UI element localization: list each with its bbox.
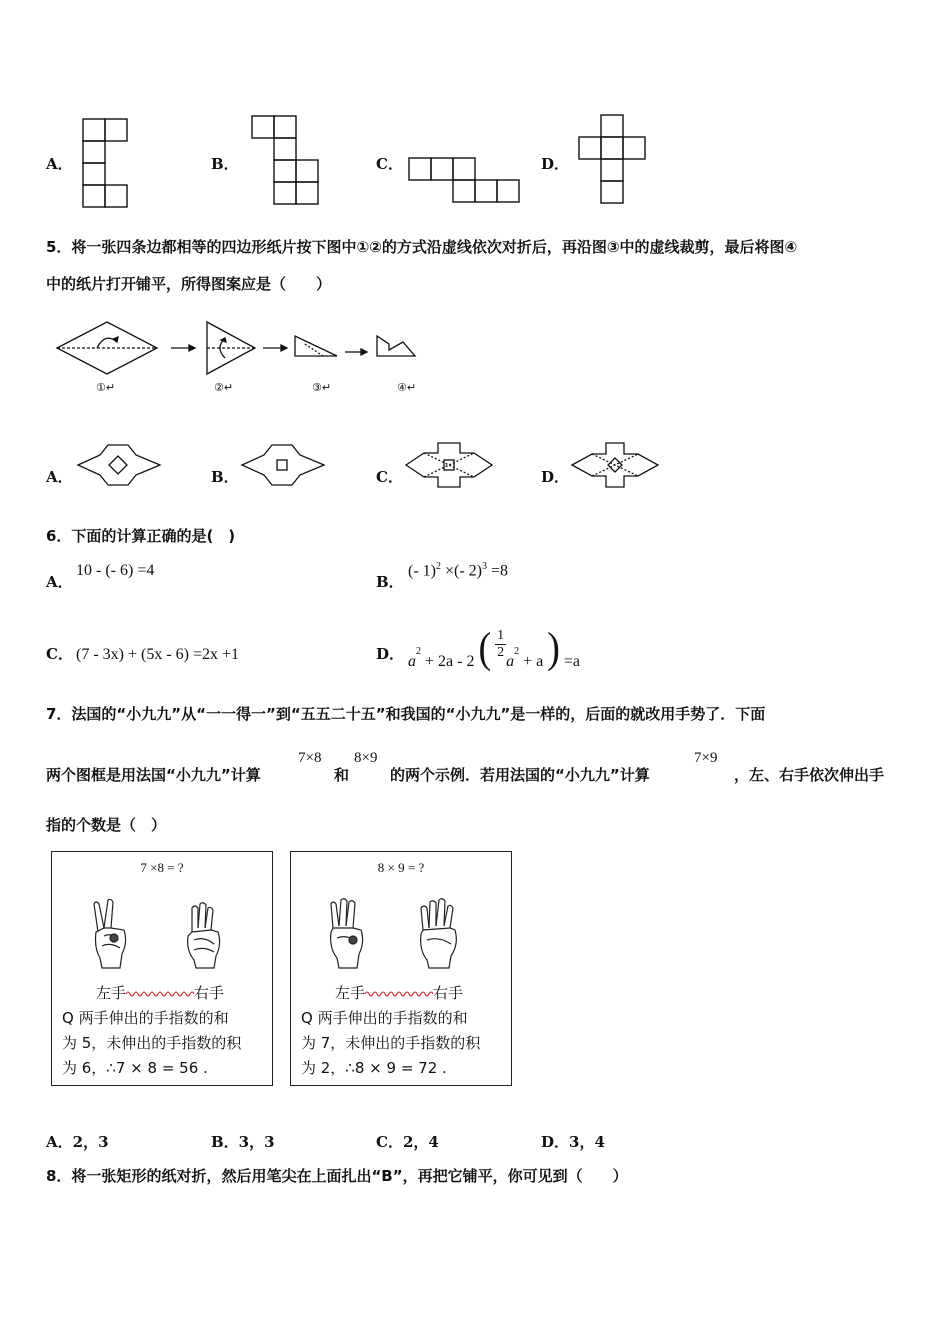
q7-box2-hands-caption: 左手 右手	[335, 984, 464, 1002]
q6-option-b-label: B．	[376, 573, 404, 591]
q4-option-b-label: B．	[211, 155, 239, 173]
q7-box1-line1: Q 两手伸出的手指数的和	[62, 1009, 229, 1027]
q7-text-line2-part3: ，左、右手依次伸出手	[734, 766, 885, 784]
q6-option-b-expression: (- 1)$^2$ ×(- 2)$^3$ =8	[408, 561, 509, 580]
q4-option-c-label: C．	[376, 155, 403, 173]
q7-text-line2-part2: 的两个示例．若用法国的“小九九”计算	[390, 766, 650, 784]
q7-box2-line3: 为 2，∴8 × 9 = 72 .	[301, 1059, 447, 1077]
q6-question-text: 6．下面的计算正确的是( )	[46, 527, 236, 545]
q5-step4-caption: ④↵	[397, 381, 417, 394]
q7-example-box-7x8	[51, 851, 273, 1086]
q7-expression-8x9: 8×9	[354, 750, 378, 766]
q7-box2-line1: Q 两手伸出的手指数的和	[301, 1009, 468, 1027]
q5-step1-caption: ①↵	[96, 381, 116, 394]
q5-option-d-figure	[570, 440, 662, 490]
q7-box1-line3: 为 6，∴7 × 8 = 56 .	[62, 1059, 208, 1077]
q7-expression-7x9: 7×9	[694, 750, 718, 766]
q6-option-c-expression: (7 - 3x) + (5x - 6) =2x +1	[76, 646, 240, 663]
q7-box2-line2: 为 7，未伸出的手指数的积	[301, 1034, 481, 1052]
q7-text-line1: 7．法国的“小九九”从“一一得一”到“五五二十五”和我国的“小九九”是一样的，后面的就改用手势了．下面	[46, 705, 766, 723]
q7-example-box-8x9	[290, 851, 512, 1086]
q8-question-text: 8．将一张矩形的纸对折，然后用笔尖在上面扎出“B”，再把它铺平，你可见到（ ）	[46, 1167, 628, 1185]
q6-option-c-label: C．	[46, 645, 73, 663]
q5-option-b-label: B．	[211, 468, 239, 486]
q7-expression-7x8: 7×8	[298, 750, 322, 766]
q6-option-a-expression: 10 - (- 6) =4	[76, 562, 155, 579]
q7-option-a: A．2，3	[46, 1133, 109, 1151]
q7-text-line3: 指的个数是（ ）	[46, 816, 167, 834]
q5-option-c-label: C．	[376, 468, 403, 486]
right-hand-icon	[417, 896, 465, 970]
q6-option-d-label: D．	[376, 645, 405, 663]
right-hand-icon	[182, 898, 226, 970]
q7-option-b: B．3，3	[211, 1133, 275, 1151]
q5-text-line1: 5．将一张四条边都相等的四边形纸片按下图中①②的方式沿虚线依次对折后，再沿图③中的虚线裁剪，最后将图④	[46, 238, 798, 256]
q4-option-a-label: A．	[46, 155, 73, 173]
q7-text-line2-and: 和	[334, 766, 350, 784]
q7-box2-equation: 8 × 9 = ?	[377, 860, 425, 875]
q5-step3-caption: ③↵	[312, 381, 332, 394]
q4-option-c-net	[408, 157, 524, 205]
q7-option-c: C．2，4	[376, 1133, 439, 1151]
q5-option-a-label: A．	[46, 468, 73, 486]
q6-option-d-expression: $a^2 + 2a - 2$ ( $\frac{1}{2}$ $a^2 + a$ ) =a	[408, 623, 581, 673]
q4-option-a-net	[82, 118, 130, 208]
q7-box1-line2: 为 5，未伸出的手指数的积	[62, 1034, 242, 1052]
q5-option-d-label: D．	[541, 468, 570, 486]
q5-option-a-figure	[76, 441, 166, 489]
q5-option-b-figure	[240, 441, 330, 489]
q4-option-b-net	[251, 115, 321, 207]
q7-option-d: D．3，4	[541, 1133, 605, 1151]
q4-option-d-label: D．	[541, 155, 570, 173]
q5-option-c-figure	[404, 440, 496, 490]
q5-step2-caption: ②↵	[214, 381, 234, 394]
squiggle-underline-icon	[365, 989, 433, 999]
q4-option-d-net	[578, 114, 648, 206]
q5-folding-steps-figure	[55, 318, 435, 380]
left-hand-icon	[327, 896, 371, 970]
q7-text-line2-part1: 两个图框是用法国“小九九”计算	[46, 766, 261, 784]
left-hand-icon	[90, 898, 130, 970]
q5-text-line2: 中的纸片打开铺平，所得图案应是（ ）	[46, 275, 332, 293]
q7-box1-equation: 7 ×8 = ?	[140, 860, 184, 875]
squiggle-underline-icon	[126, 989, 194, 999]
q6-option-a-label: A．	[46, 573, 73, 591]
q7-box1-hands-caption: 左手 右手	[96, 984, 225, 1002]
